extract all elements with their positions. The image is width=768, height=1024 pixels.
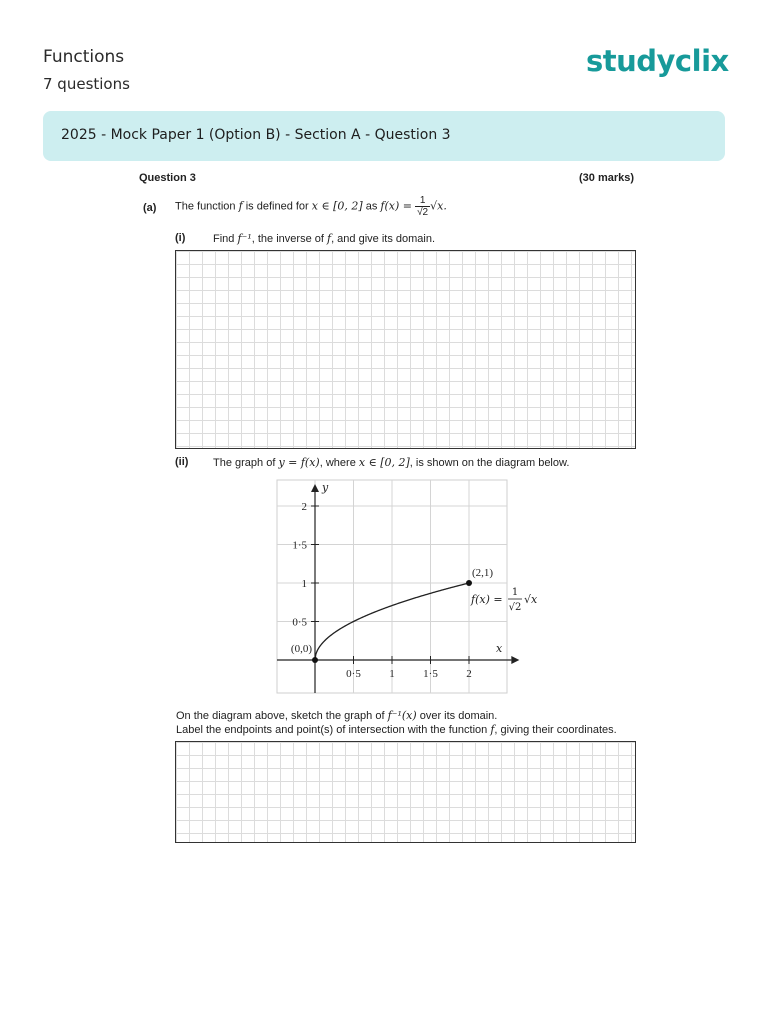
question-marks: (30 marks) <box>579 172 635 184</box>
part-a-fraction: $\frac{1}{√2}$ <box>417 195 429 218</box>
answer-grid-i[interactable] <box>175 250 636 449</box>
curve-label-rhs: √x <box>524 593 538 606</box>
endpoint-marker <box>466 580 472 586</box>
x-tick-label: 2 <box>466 668 472 680</box>
x-tick-label: 0·5 <box>346 668 361 680</box>
y-axis-label: y <box>322 481 329 494</box>
studyclix-logo[interactable]: studyclix <box>586 44 729 78</box>
y-tick-label: 1 <box>301 578 307 590</box>
curve-label-denominator: √2 <box>508 602 522 613</box>
function-graph[interactable] <box>275 478 565 703</box>
curve-label-numerator: 1 <box>511 587 519 598</box>
instruction-line-2: Label the endpoints and point(s) of intersection with the function f, giving their coordinates. <box>176 723 617 736</box>
banner-text: 2025 - Mock Paper 1 (Option B) - Section A - Question 3 <box>61 127 451 143</box>
header-subtitle: 7 questions <box>43 75 130 93</box>
x-tick-label: 1·5 <box>423 668 438 680</box>
header-title: Functions <box>43 47 125 67</box>
part-a-label: (a) <box>143 202 157 214</box>
part-i-label: (i) <box>175 232 186 244</box>
x-tick-label: 1 <box>389 668 395 680</box>
part-ii-label: (ii) <box>175 456 189 468</box>
x-axis-arrow <box>511 656 519 664</box>
y-tick-label: 0·5 <box>292 616 307 629</box>
point-label-end: (2,1) <box>472 567 494 579</box>
x-axis-label: x <box>495 642 503 655</box>
question-heading: Question 3 <box>139 172 196 184</box>
instruction-line-1: On the diagram above, sketch the graph of f⁻¹(x) over its domain. <box>176 709 498 722</box>
endpoint-marker <box>312 657 318 663</box>
y-axis-arrow <box>311 484 319 492</box>
part-a-text: The function f is defined for x ∈ [0, 2] as f(x) = $\frac{1}{√2}$ √x. <box>175 195 447 218</box>
y-tick-label: 1·5 <box>292 539 307 552</box>
curve-label-lhs: f(x) = <box>471 593 503 606</box>
point-label-origin: (0,0) <box>290 643 312 655</box>
part-i-text: Find f⁻¹, the inverse of f, and give its domain. <box>213 232 436 245</box>
part-ii-text: The graph of y = f(x), where x ∈ [0, 2], is shown on the diagram below. <box>213 456 570 469</box>
question-banner <box>43 111 725 161</box>
graph-ticks <box>292 481 503 680</box>
y-tick-label: 2 <box>301 501 307 513</box>
answer-grid-ii[interactable] <box>175 741 636 843</box>
question-paper <box>80 164 690 844</box>
